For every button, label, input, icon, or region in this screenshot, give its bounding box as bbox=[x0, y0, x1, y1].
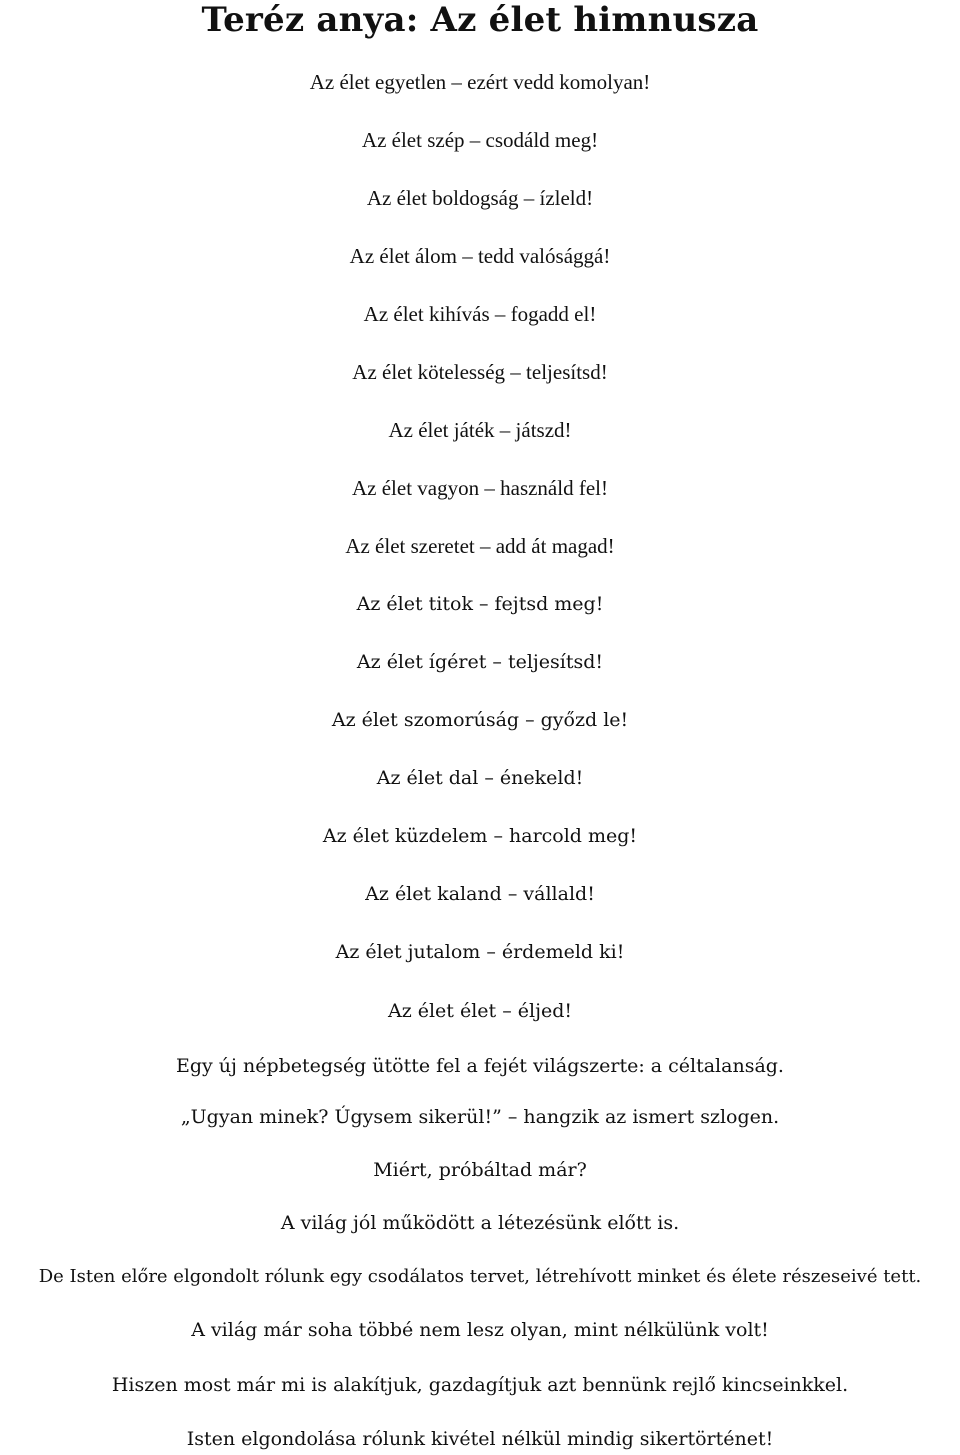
page-title: Teréz anya: Az élet himnusza bbox=[201, 0, 759, 40]
prose-line: A világ jól működött a létezésünk előtt is. bbox=[280, 1212, 680, 1234]
poem-line: Az élet álom – tedd valósággá! bbox=[349, 244, 611, 268]
poem-line: Az élet kaland – vállald! bbox=[365, 883, 595, 905]
prose-line: A világ már soha többé nem lesz olyan, mint nélkülünk volt! bbox=[191, 1319, 769, 1341]
prose-line: Egy új népbetegség ütötte fel a fejét világszerte: a céltalanság. bbox=[176, 1055, 784, 1077]
poem-line: Az élet szép – csodáld meg! bbox=[361, 128, 599, 152]
poem-line: Az élet küzdelem – harcold meg! bbox=[322, 825, 638, 847]
poem-line: Az élet jutalom – érdemeld ki! bbox=[335, 941, 625, 963]
poem-line: Az élet boldogság – ízleld! bbox=[366, 186, 594, 210]
poem-line: Az élet titok – fejtsd meg! bbox=[356, 593, 604, 615]
poem-line: Az élet játék – játszd! bbox=[388, 418, 572, 442]
prose-line: Isten elgondolása rólunk kivétel nélkül mindig sikertörténet! bbox=[186, 1428, 774, 1450]
poem-line: Az élet dal – énekeld! bbox=[376, 767, 584, 789]
poem-line: Az élet egyetlen – ezért vedd komolyan! bbox=[309, 70, 651, 94]
prose-line: „Ugyan minek? Úgysem sikerül!” – hangzik az ismert szlogen. bbox=[180, 1106, 780, 1128]
poem-line: Az élet élet – éljed! bbox=[387, 1000, 573, 1022]
poem-line: Az élet kihívás – fogadd el! bbox=[363, 302, 597, 326]
prose-line: Miért, próbáltad már? bbox=[373, 1159, 587, 1181]
poem-line: Az élet vagyon – használd fel! bbox=[352, 476, 608, 500]
poem-line: Az élet szeretet – add át magad! bbox=[345, 534, 615, 558]
poem-line: Az élet szomorúság – győzd le! bbox=[331, 709, 629, 731]
poem-line: Az élet ígéret – teljesítsd! bbox=[356, 651, 604, 673]
prose-line: Hiszen most már mi is alakítjuk, gazdagítjuk azt bennünk rejlő kincseinkkel. bbox=[111, 1374, 849, 1396]
prose-line: De Isten előre elgondolt rólunk egy csodálatos tervet, létrehívott minket és élete részeseivé tett. bbox=[38, 1266, 922, 1287]
poem-line: Az élet kötelesség – teljesítsd! bbox=[352, 360, 608, 384]
